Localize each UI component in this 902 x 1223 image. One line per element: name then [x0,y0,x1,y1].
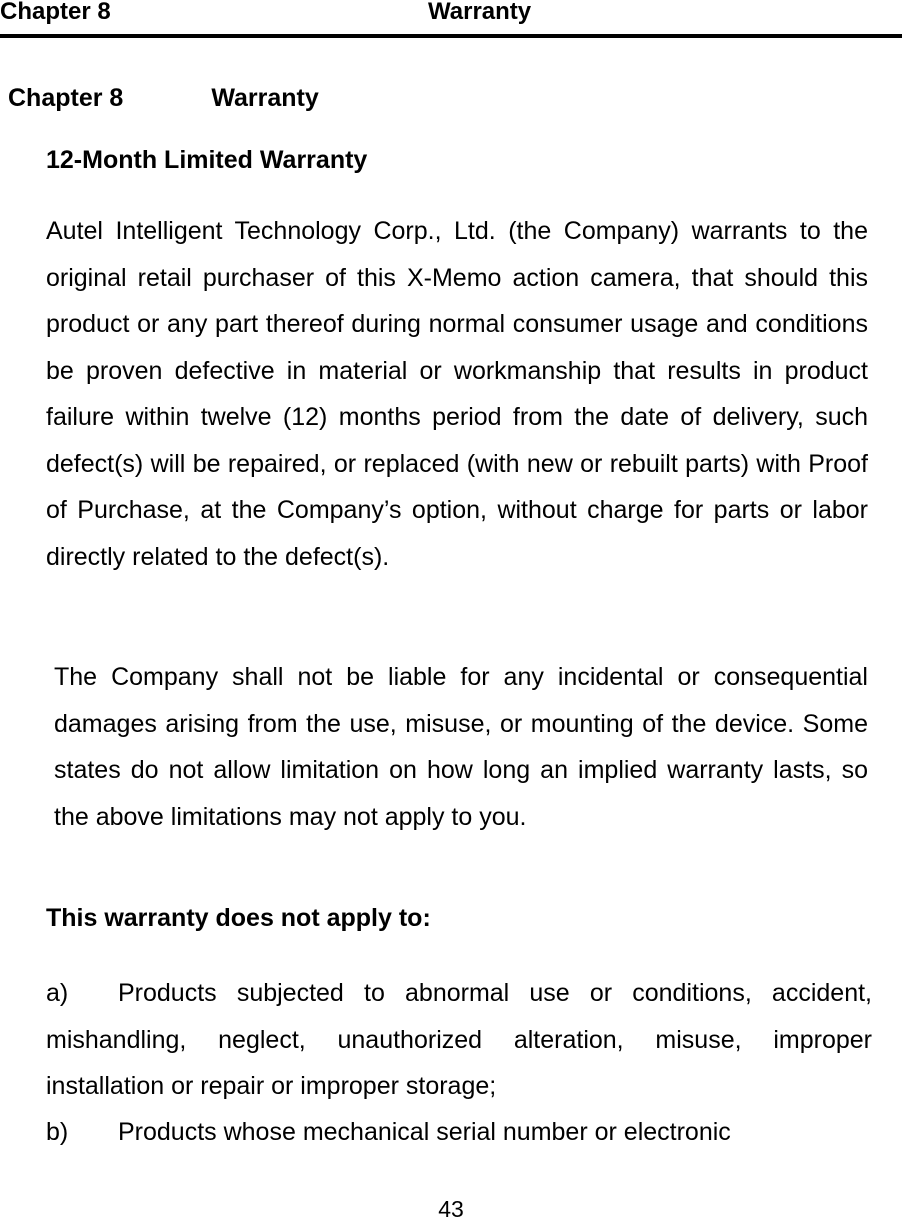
list-item-text: Products whose mechanical serial number or electronic [118,1118,731,1146]
liability-paragraph: The Company shall not be liable for any incidental or consequential damages arising from the use, misuse, or mounting of the device. Some states do not allow limitation on how long an implied warranty lasts, so the above limitations may not apply to you. [54,663,868,831]
running-header-title: Warranty [428,0,532,25]
chapter-number: Chapter 8 [8,84,124,112]
list-marker: a) [46,979,69,1007]
exclusions-heading: This warranty does not apply to: [46,904,431,932]
list-item [46,970,872,1110]
list-item [46,1109,872,1156]
list-marker: b) [46,1118,69,1146]
section-title: 12-Month Limited Warranty [46,146,368,174]
running-header-chapter: Chapter 8 [0,0,111,25]
list-item-text: Products subjected to abnormal use or conditions, accident, mishandling, neglect, unauthorized alteration, misuse, improper installation or repair or improper storage; [46,979,872,1100]
warranty-paragraph: Autel Intelligent Technology Corp., Ltd. (the Company) warrants to the original retail purchaser of this X-Memo action camera, that should this product or any part thereof during normal consumer usage and conditions be proven defective in material or workmanship that results in product failure within twelve (12) months period from the date of delivery, such defect(s) will be repaired, or replaced (with new or rebuilt parts) with Proof of Purchase, at the Company’s option, without charge for parts or labor directly related to the defect(s). [46,217,868,571]
chapter-title: Warranty [211,84,319,112]
chapter-heading [8,84,319,113]
running-header [0,0,902,38]
page-number: 43 [438,1196,464,1222]
